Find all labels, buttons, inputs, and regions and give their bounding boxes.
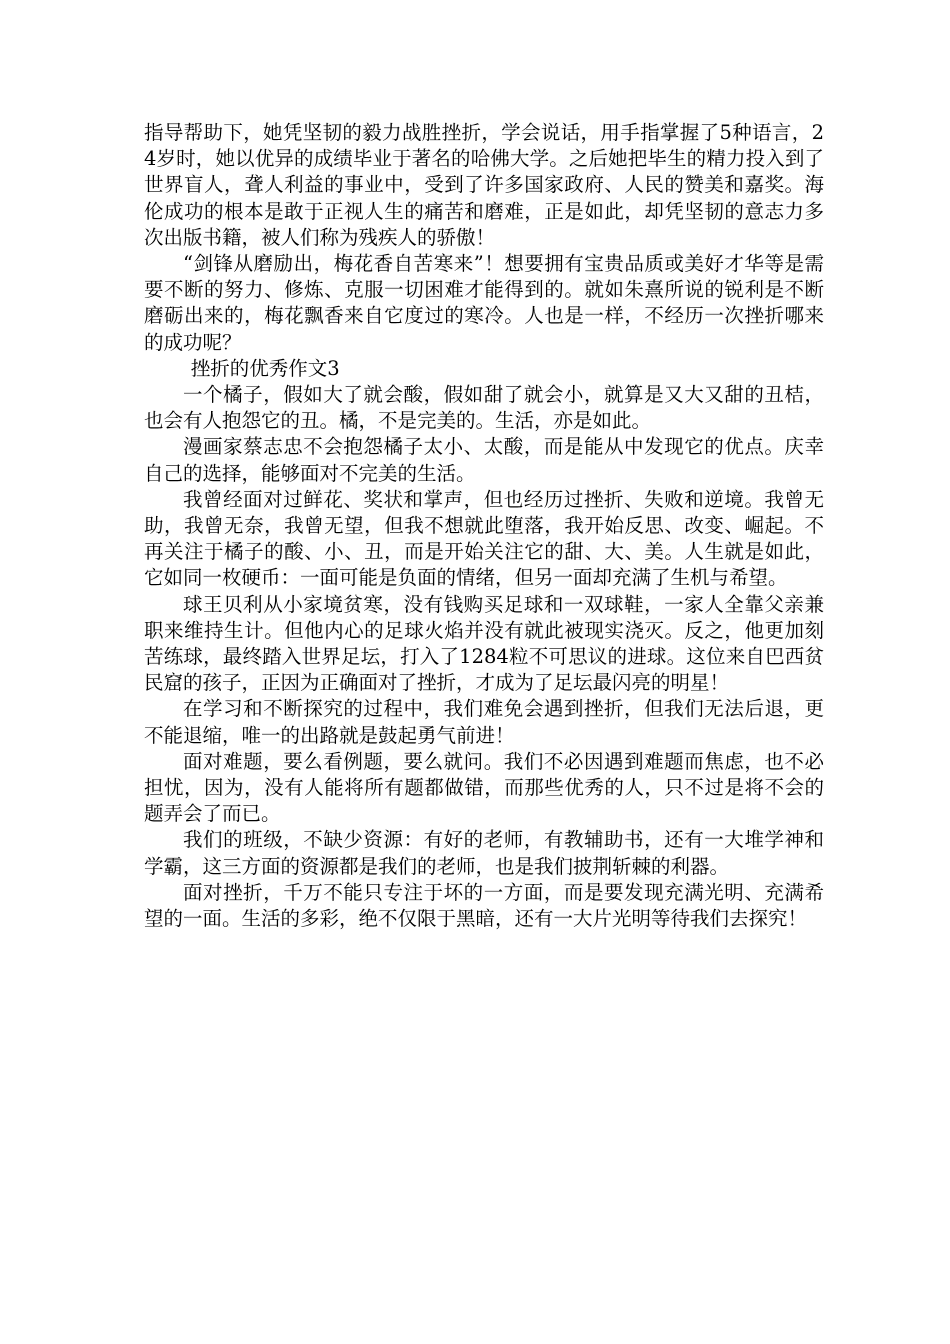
paragraph: 漫画家蔡志忠不会抱怨橘子太小、太酸，而是能从中发现它的优点。庆幸自己的选择，能够面对不完美的生活。 (144, 435, 824, 485)
document-body (144, 120, 824, 932)
paragraph: 在学习和不断探究的过程中，我们难免会遇到挫折，但我们无法后退，更不能退缩，唯一的出路就是鼓起勇气前进！ (144, 697, 824, 747)
paragraph-quote: “剑锋从磨励出，梅花香自苦寒来”！想要拥有宝贵品质或美好才华等是需要不断的努力、修炼、克服一切困难才能得到的。就如朱熹所说的锐利是不断磨砺出来的，梅花飘香来自它度过的寒冷。人也是一样，不经历一次挫折哪来的成功呢？ (144, 252, 824, 354)
section-heading: 挫折的优秀作文3 (190, 356, 340, 380)
paragraph: 面对难题，要么看例题，要么就问。我们不必因遇到难题而焦虑，也不必担忧，因为，没有人能将所有题都做错，而那些优秀的人，只不过是将不会的题弄会了而已。 (144, 749, 824, 826)
paragraph: 我们的班级，不缺少资源：有好的老师，有教辅助书，还有一大堆学神和学霸，这三方面的资源都是我们的老师，也是我们披荆斩棘的利器。 (144, 828, 824, 878)
paragraph: 我曾经面对过鲜花、奖状和掌声，但也经历过挫折、失败和逆境。我曾无助，我曾无奈，我曾无望，但我不想就此堕落，我开始反思、改变、崛起。不再关注于橘子的酸、小、丑，而是开始关注它的甜、大、美。人生就是如此，它如同一枚硬币：一面可能是负面的情绪，但另一面却充满了生机与希望。 (144, 487, 824, 590)
paragraph: 球王贝利从小家境贫寒，没有钱购买足球和一双球鞋，一家人全靠父亲兼职来维持生计。但他内心的足球火焰并没有就此被现实浇灭。反之，他更加刻苦练球，最终踏入世界足坛，打入了1284粒不可思议的进球。这位来自巴西贫民窟的孩子，正因为正确面对了挫折，才成为了足坛最闪亮的明星！ (144, 592, 824, 695)
paragraph: 面对挫折，千万不能只专注于坏的一方面，而是要发现充满光明、充满希望的一面。生活的多彩，绝不仅限于黑暗，还有一大片光明等待我们去探究！ (144, 880, 824, 931)
paragraph: 一个橘子，假如大了就会酸，假如甜了就会小，就算是又大又甜的丑桔，也会有人抱怨它的丑。橘，不是完美的。生活，亦是如此。 (144, 383, 824, 433)
paragraph-continuation: 指导帮助下，她凭坚韧的毅力战胜挫折，学会说话，用手指掌握了5种语言，24岁时，她以优异的成绩毕业于著名的哈佛大学。之后她把毕生的精力投入到了世界盲人，聋人利益的事业中，受到了许多国家政府、人民的赞美和嘉奖。海伦成功的根本是敢于正视人生的痛苦和磨难，正是如此，却凭坚韧的意志力多次出版书籍，被人们称为残疾人的骄傲！ (144, 121, 824, 249)
